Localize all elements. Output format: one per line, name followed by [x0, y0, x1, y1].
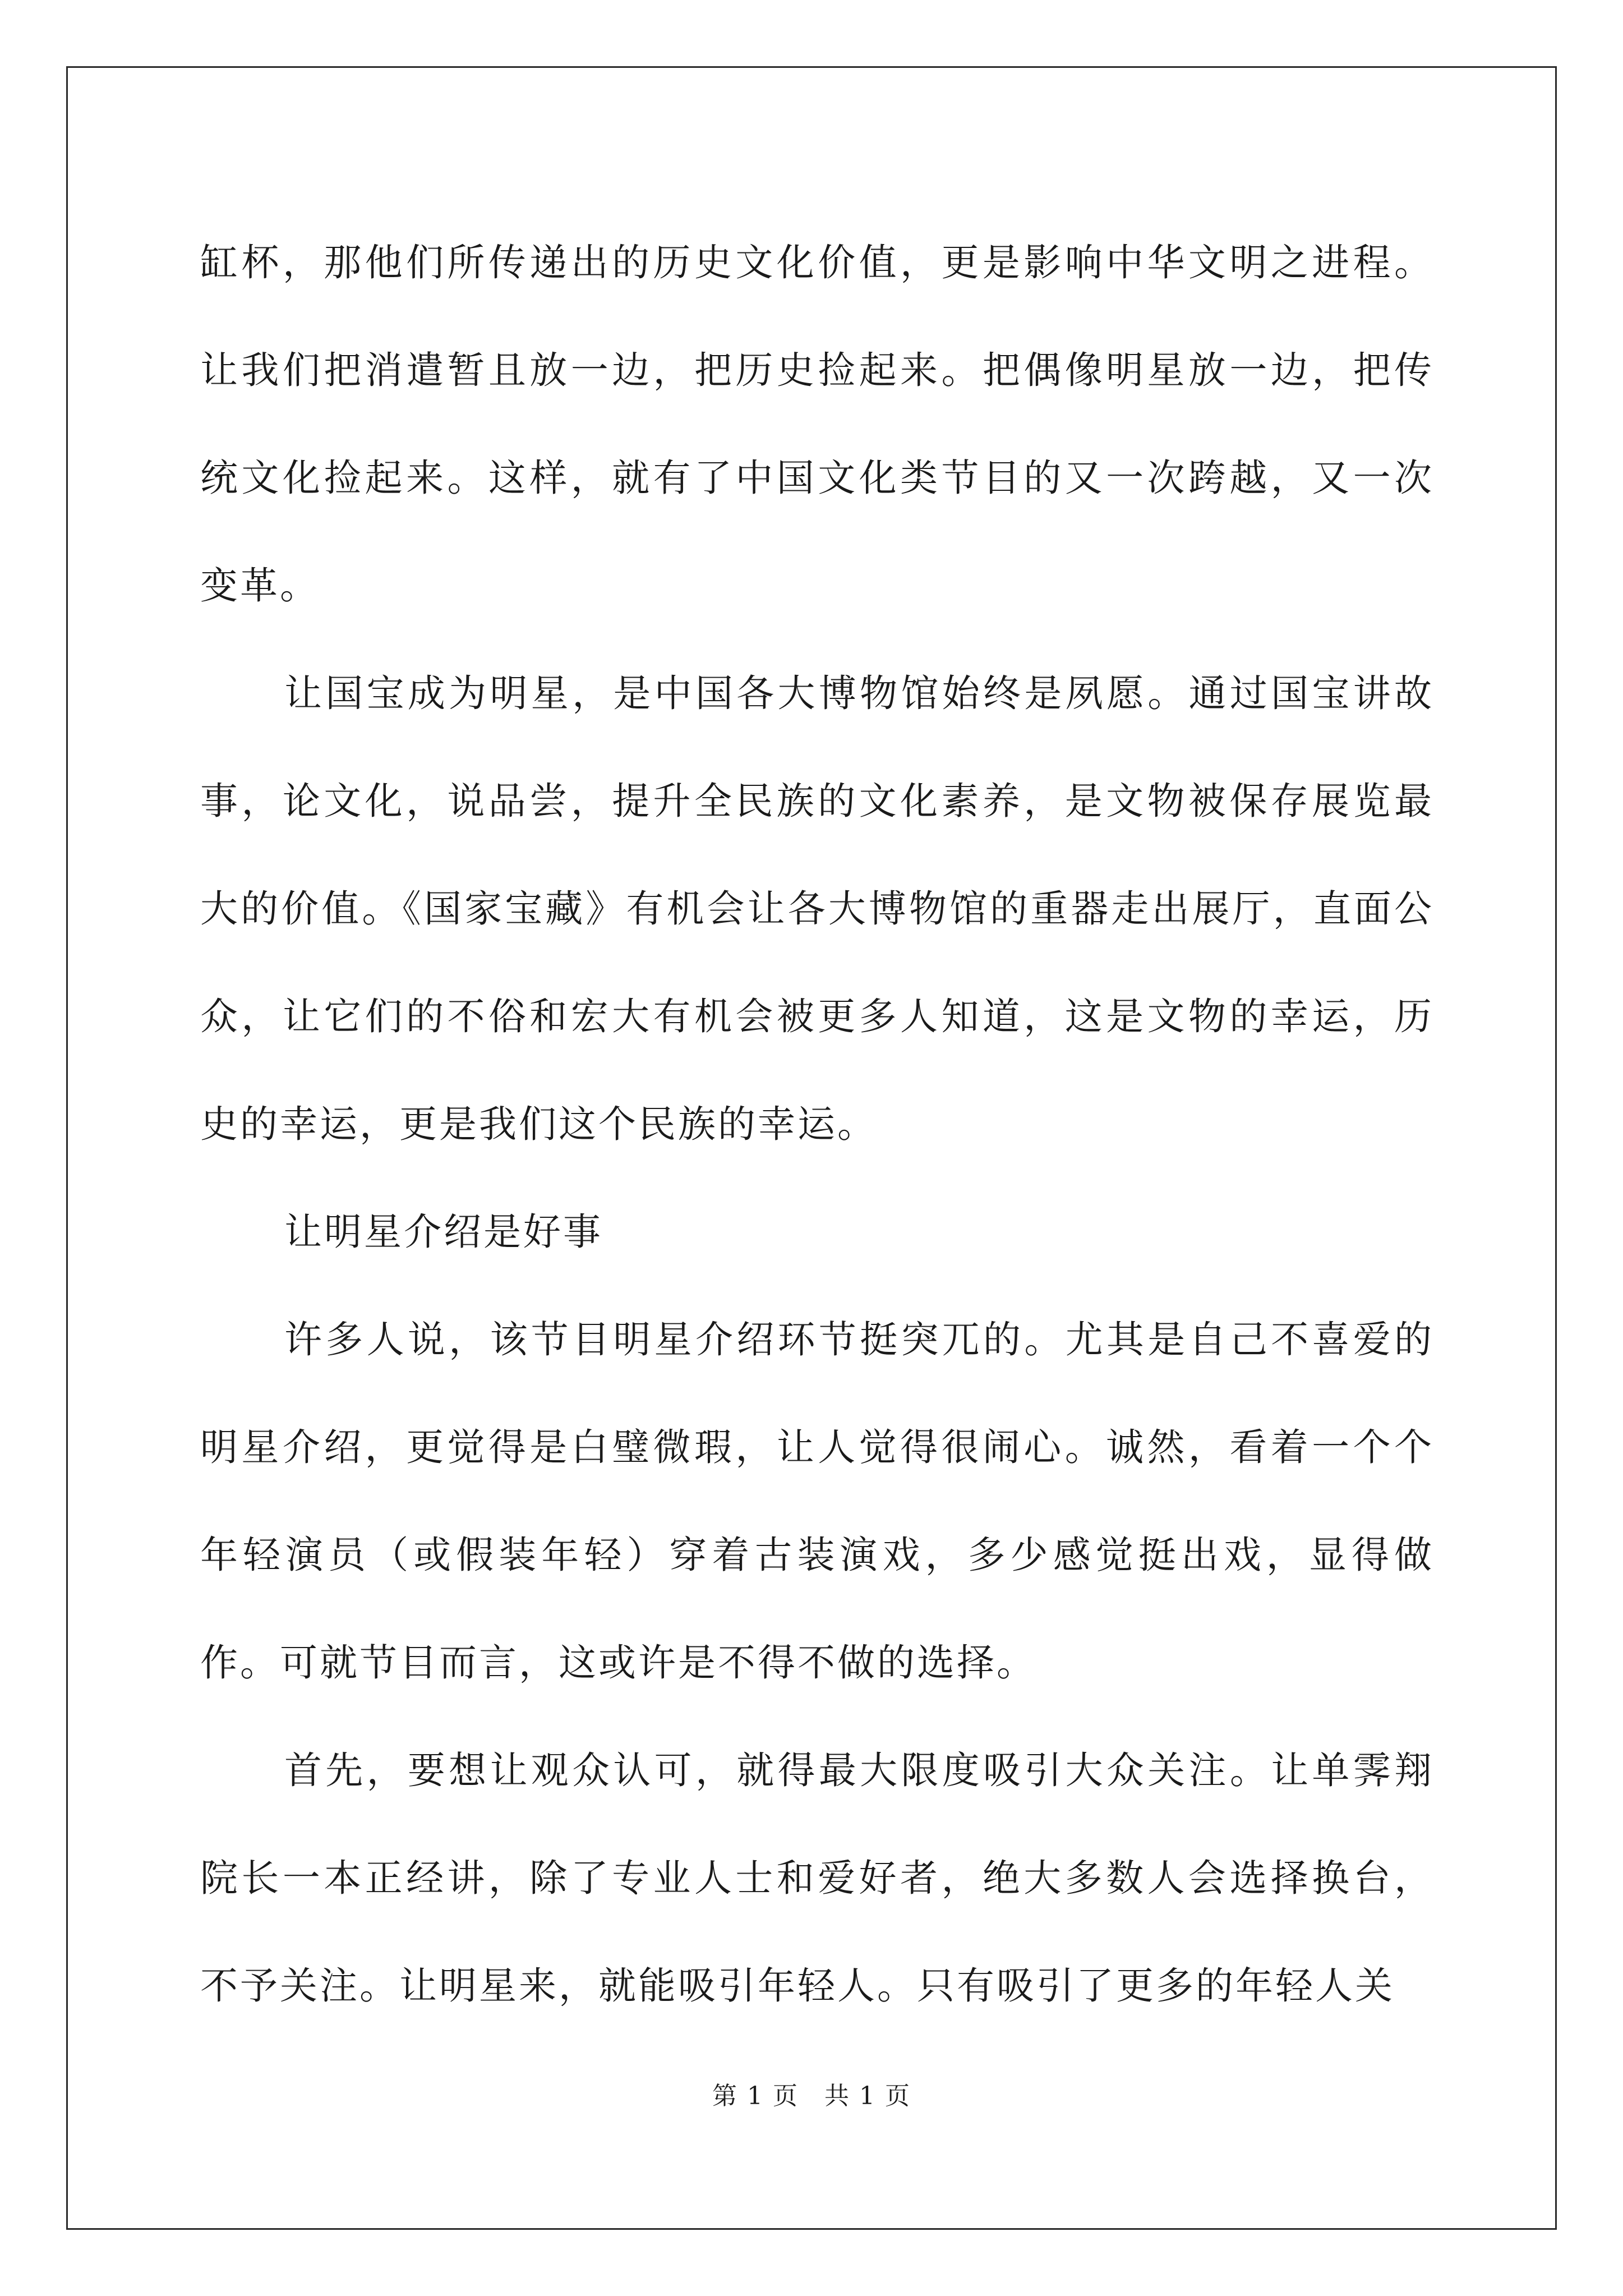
paragraph-2: 让国宝成为明星，是中国各大博物馆始终是夙愿。通过国宝讲故事，论文化，说品尝，提升全民族的文化素养，是文物被保存展览最大的价值。《国家宝藏》有机会让各大博物馆的重器走出展厅，直面公众，让它们的不俗和宏大有机会被更多人知道，这是文物的幸运，历史的幸运，更是我们这个民族的幸运。	[200, 671, 1434, 1146]
page-footer: 第 1 页 共 1 页	[712, 2082, 911, 2110]
paragraph-4: 首先，要想让观众认可，就得最大限度吸引大众关注。让单霁翔院长一本正经讲，除了专业人士和爱好者，绝大多数人会选择换台，不予关注。让明星来，就能吸引年轻人。只有吸引了更多的年轻人关	[200, 1749, 1434, 2008]
section-heading: 让明星介绍是好事	[284, 1210, 603, 1254]
document-body	[200, 209, 1434, 2040]
paragraph-3: 许多人说，该节目明星介绍环节挺突兀的。尤其是自己不喜爱的明星介绍，更觉得是白璧微瑕，让人觉得很闹心。诚然，看着一个个年轻演员（或假装年轻）穿着古装演戏，多少感觉挺出戏，显得做作。可就节目而言，这或许是不得不做的选择。	[200, 1318, 1434, 1685]
paragraph-1: 缸杯，那他们所传递出的历史文化价值，更是影响中华文明之进程。让我们把消遣暂且放一边，把历史捡起来。把偶像明星放一边，把传统文化捡起来。这样，就有了中国文化类节目的又一次跨越，又一次变革。	[200, 241, 1434, 608]
